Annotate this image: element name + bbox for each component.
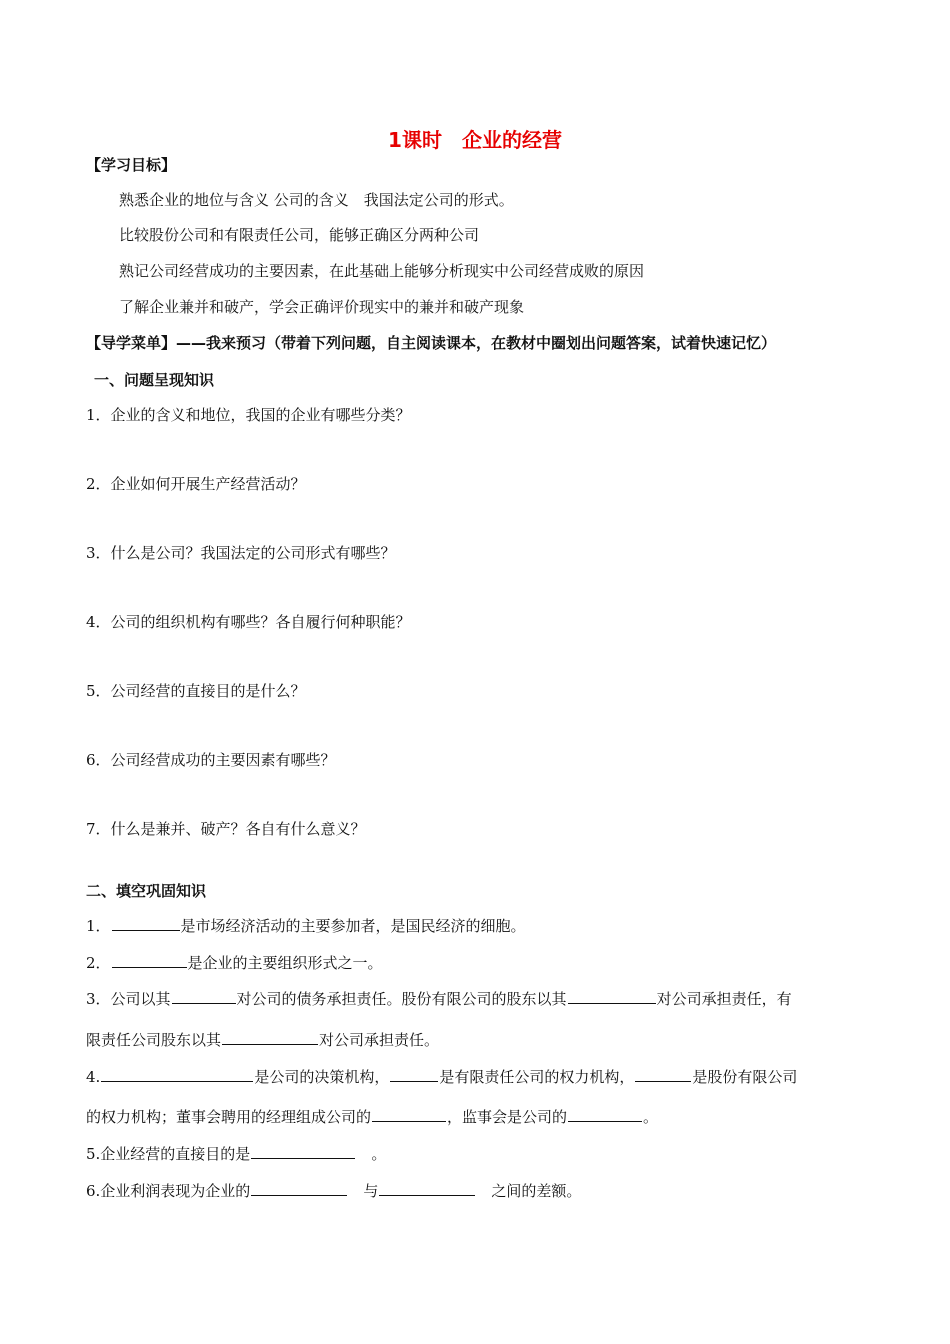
fill-text: 之间的差额。 [476,1182,582,1200]
fill-text: 限责任公司股东以其 [86,1031,222,1049]
answer-blank[interactable] [251,1144,355,1159]
answer-blank[interactable] [390,1067,438,1082]
fill-text: 6.企业利润表现为企业的 [86,1182,251,1200]
fill-item-1 [86,915,526,936]
fill-item-4-line1 [86,1066,797,1087]
question-item: 1．企业的含义和地位，我国的企业有哪些分类？ [86,406,411,424]
fill-item-5 [86,1143,386,1164]
objectives-heading: 【学习目标】 [86,156,177,174]
page-title: 1课时 企业的经营 [388,128,562,152]
fill-text: 对公司承担责任，有 [656,990,792,1008]
fill-text: 。 [356,1145,387,1163]
fill-text: 的权力机构；董事会聘用的经理组成公司的 [86,1108,372,1126]
item-number: 2． [86,954,111,972]
answer-blank[interactable] [222,1030,318,1045]
fill-text: ，监事会是公司的 [447,1108,568,1126]
fill-text: 。 [643,1108,659,1126]
fill-text: 与 [348,1182,379,1200]
fill-item-4-line2 [86,1106,658,1127]
fill-text: 对公司承担责任。 [319,1031,440,1049]
fill-text: 3．公司以其 [86,990,171,1008]
answer-blank[interactable] [635,1067,691,1082]
objective-item: 熟悉企业的地位与含义 公司的含义 我国法定公司的形式。 [119,191,514,209]
fill-text: 是企业的主要组织形式之一。 [187,954,383,972]
objective-item: 了解企业兼并和破产，学会正确评价现实中的兼并和破产现象 [119,298,525,316]
fill-item-6 [86,1180,581,1201]
guide-heading: 【导学菜单】——我来预习（带着下列问题，自主阅读课本，在教材中圈划出问题答案，试着快速记忆） [86,334,777,352]
fill-item-3-line2 [86,1029,439,1050]
fill-text: 是股份有限公司 [692,1068,798,1086]
objective-item: 比较股份公司和有限责任公司，能够正确区分两种公司 [119,226,480,244]
question-item: 2．企业如何开展生产经营活动？ [86,475,306,493]
fill-text: 4. [86,1068,101,1086]
question-item: 5．公司经营的直接目的是什么？ [86,682,306,700]
answer-blank[interactable] [372,1107,446,1122]
question-item: 7．什么是兼并、破产？各自有什么意义？ [86,820,366,838]
fill-text: 5.企业经营的直接目的是 [86,1145,251,1163]
fill-text: 是市场经济活动的主要参加者，是国民经济的细胞。 [180,917,526,935]
answer-blank[interactable] [172,989,236,1004]
answer-blank[interactable] [379,1181,475,1196]
fill-text: 对公司的债务承担责任。股份有限公司的股东以其 [236,990,567,1008]
answer-blank[interactable] [112,916,180,931]
fill-item-3-line1 [86,988,792,1009]
question-item: 4．公司的组织机构有哪些？各自履行何种职能？ [86,613,411,631]
item-number: 1． [86,917,111,935]
answer-blank[interactable] [568,1107,642,1122]
answer-blank[interactable] [568,989,656,1004]
fill-text: 是公司的决策机构， [254,1068,390,1086]
question-item: 3．什么是公司？我国法定的公司形式有哪些？ [86,544,396,562]
fill-item-2 [86,952,383,973]
section2-heading: 二、填空巩固知识 [86,882,207,900]
fill-text: 是有限责任公司的权力机构， [439,1068,635,1086]
objective-item: 熟记公司经营成功的主要因素，在此基础上能够分析现实中公司经营成败的原因 [119,262,645,280]
answer-blank[interactable] [112,953,187,968]
answer-blank[interactable] [101,1067,253,1082]
answer-blank[interactable] [251,1181,347,1196]
section1-heading: 一、问题呈现知识 [94,371,215,389]
question-item: 6．公司经营成功的主要因素有哪些？ [86,751,336,769]
